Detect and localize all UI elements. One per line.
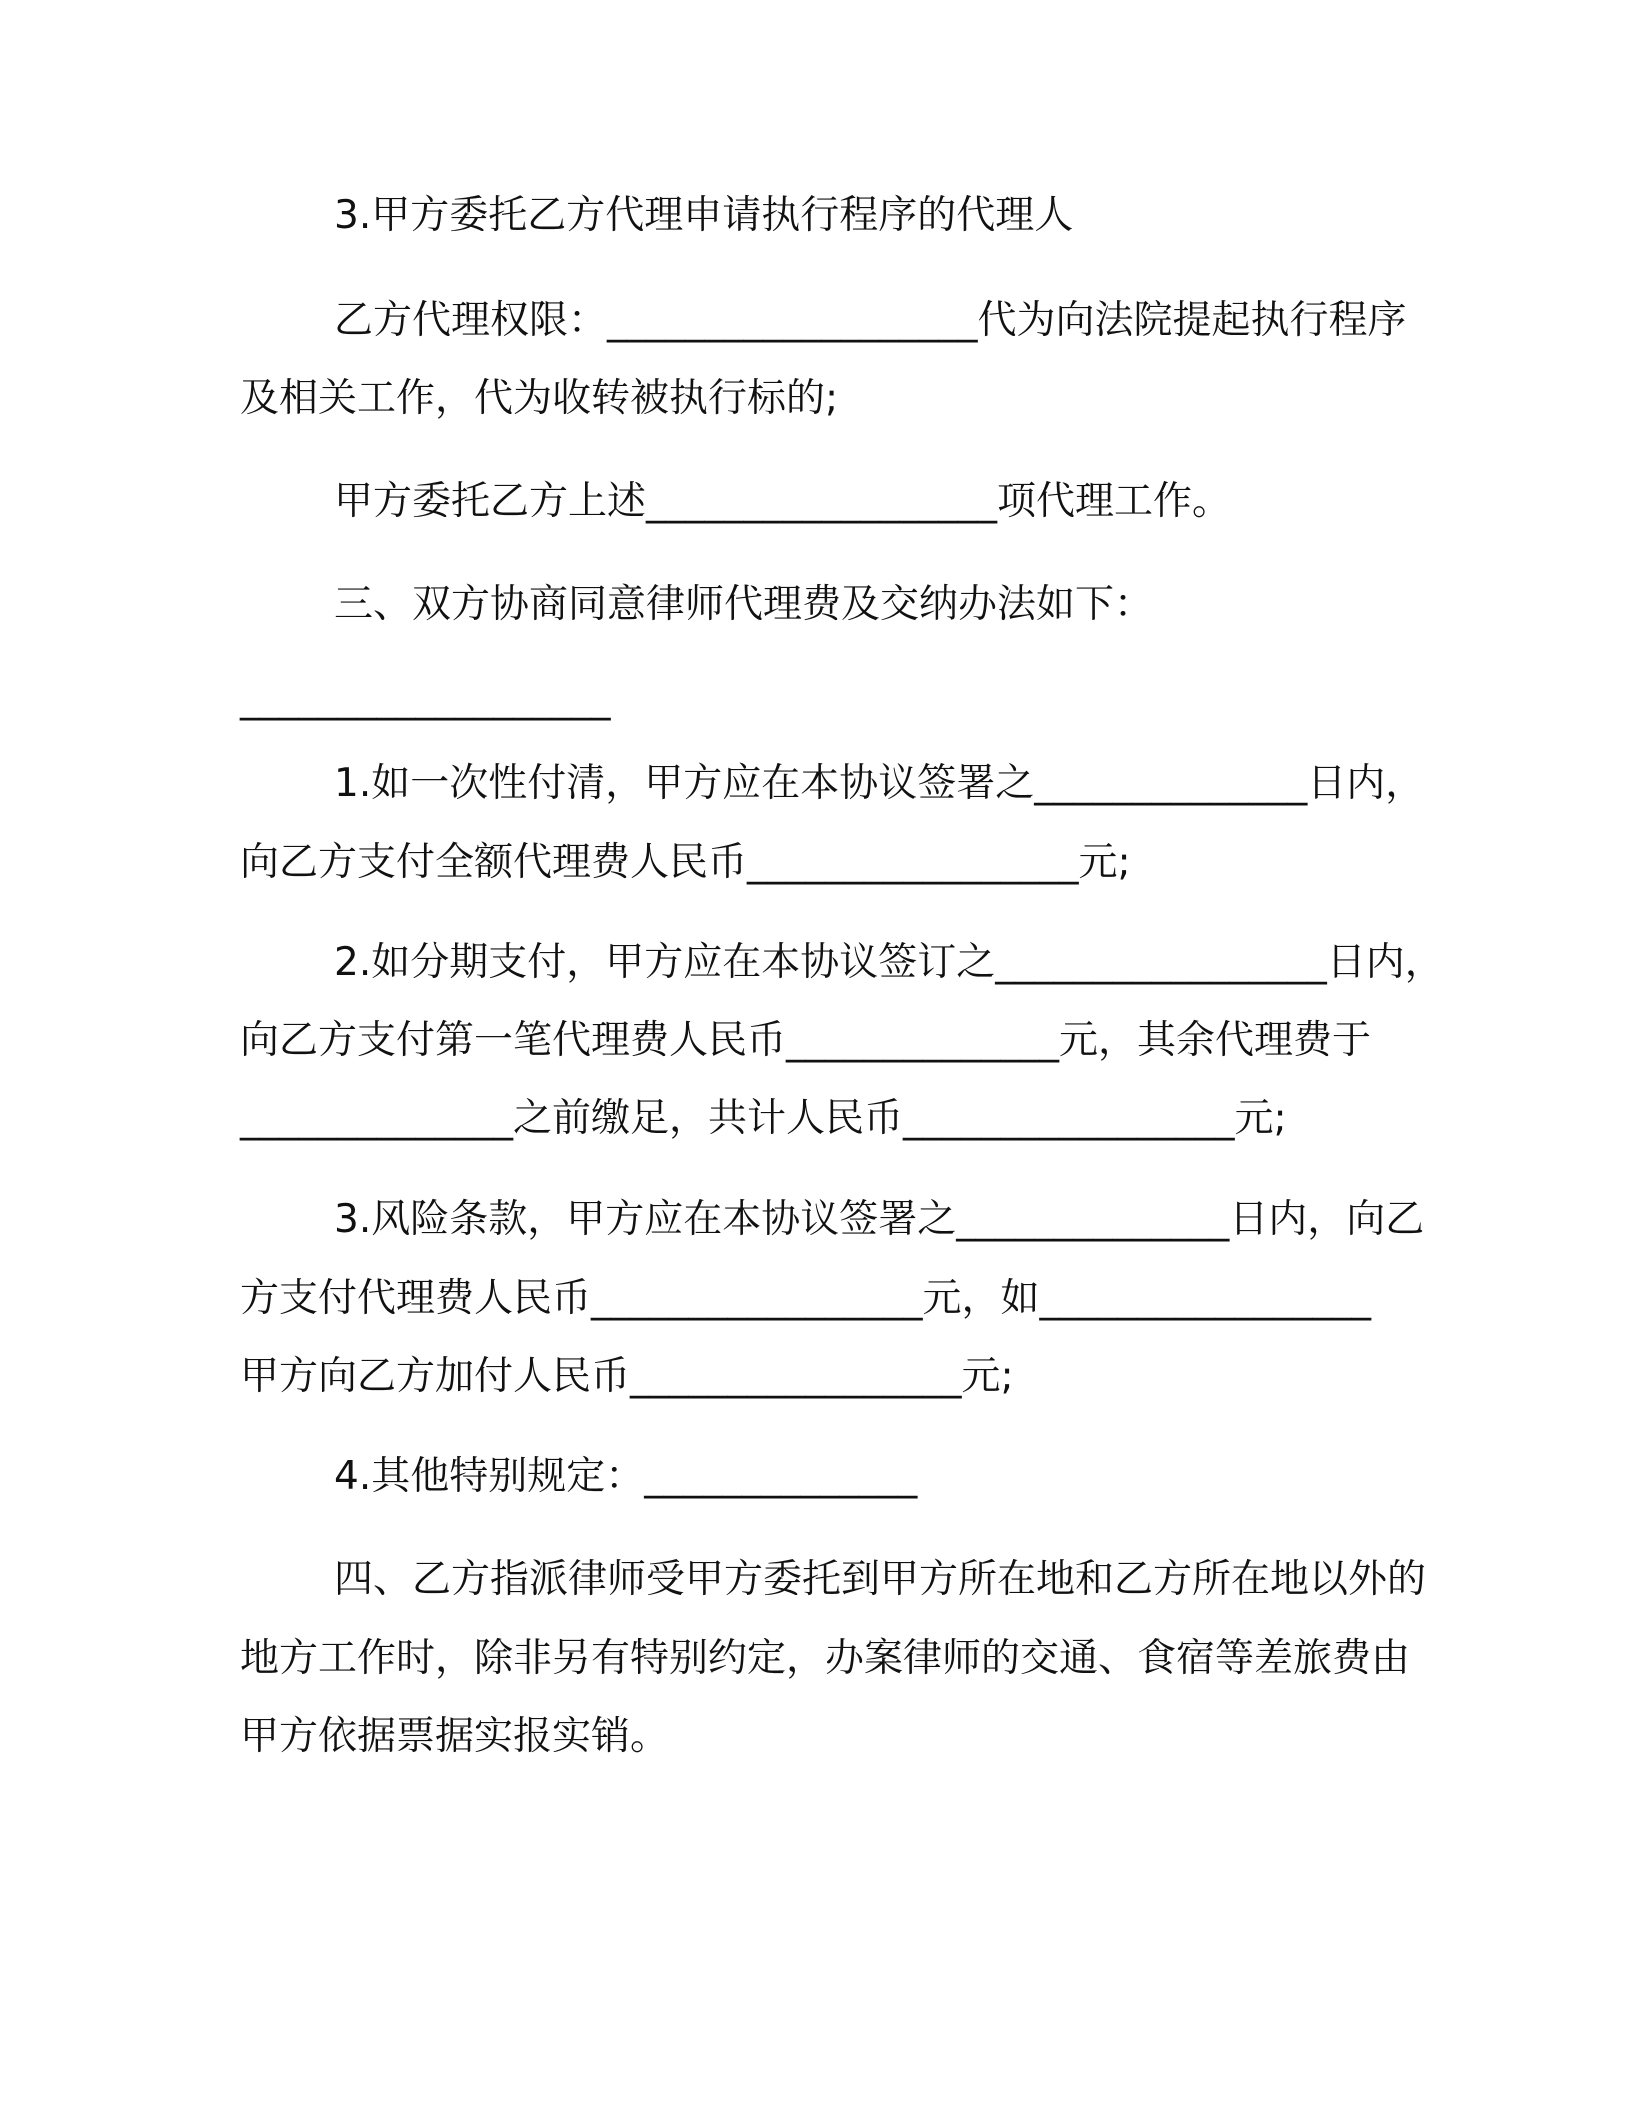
fee-blank-line: ___________________ bbox=[240, 676, 611, 721]
payment-1-line-2: 向乙方支付全额代理费人民币_________________元; bbox=[240, 840, 1131, 885]
section-4-line-3: 甲方依据票据实报实销。 bbox=[240, 1714, 670, 1759]
section-3-heading: 三、双方协商同意律师代理费及交纳办法如下： bbox=[334, 582, 1154, 627]
payment-3-line-1: 3.风险条款，甲方应在本协议签署之______________日内，向乙 bbox=[334, 1197, 1425, 1242]
agent-authority-line-1: 乙方代理权限：___________________代为向法院提起执行程序 bbox=[334, 298, 1407, 343]
payment-3-line-3: 甲方向乙方加付人民币_________________元; bbox=[240, 1354, 1014, 1399]
payment-2-line-1: 2.如分期支付，甲方应在本协议签订之_________________日内， bbox=[334, 940, 1444, 985]
payment-3-line-2: 方支付代理费人民币_________________元，如_________________ bbox=[240, 1276, 1372, 1321]
special-provisions-line: 4.其他特别规定：______________ bbox=[334, 1454, 918, 1499]
section-4-line-2: 地方工作时，除非另有特别约定，办案律师的交通、食宿等差旅费由 bbox=[240, 1636, 1411, 1681]
payment-2-line-2: 向乙方支付第一笔代理费人民币______________元，其余代理费于 bbox=[240, 1018, 1372, 1063]
entrusted-items-line: 甲方委托乙方上述__________________项代理工作。 bbox=[334, 479, 1232, 524]
clause-3-agent-title: 3.甲方委托乙方代理申请执行程序的代理人 bbox=[334, 193, 1074, 238]
payment-1-line-1: 1.如一次性付清，甲方应在本协议签署之______________日内， bbox=[334, 761, 1425, 806]
payment-2-line-3: ______________之前缴足，共计人民币_________________元; bbox=[240, 1096, 1287, 1141]
agent-authority-line-2: 及相关工作，代为收转被执行标的; bbox=[240, 376, 839, 421]
section-4-line-1: 四、乙方指派律师受甲方委托到甲方所在地和乙方所在地以外的 bbox=[334, 1557, 1427, 1602]
